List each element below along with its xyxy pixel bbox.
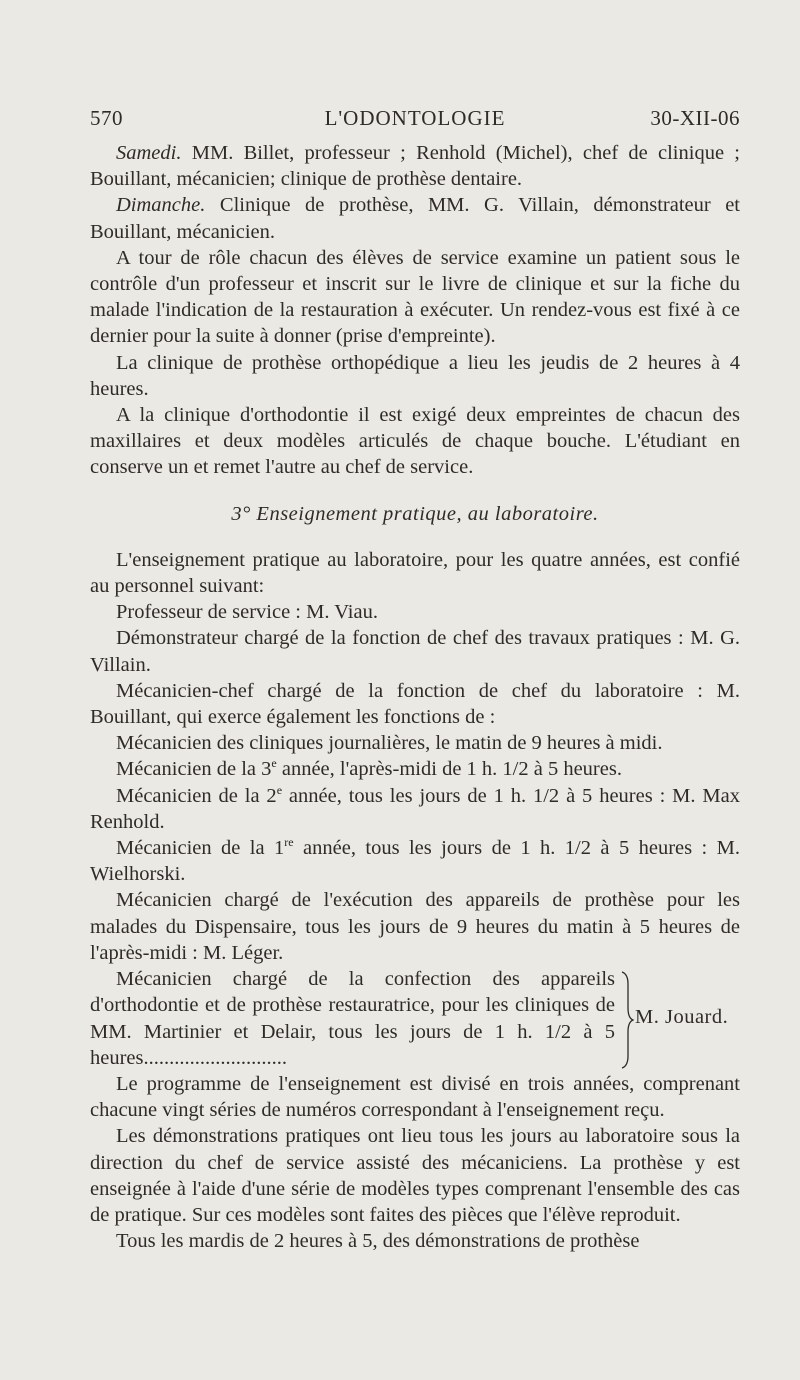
curly-brace-icon (620, 970, 634, 1070)
day-label-dimanche: Dimanche. (116, 194, 206, 217)
paragraph: Mécanicien-chef chargé de la fonction de chef du laboratoire : M. Bouillant, qui exerce également les fonctions de : (90, 679, 740, 729)
paragraph: L'enseignement pratique au laboratoire, pour les quatre années, est confié au personnel suivant: (90, 548, 740, 598)
page-number: 570 (90, 106, 123, 130)
running-header (90, 106, 740, 132)
paragraph-samedi: Samedi. MM. Billet, professeur ; Renhold (Michel), chef de clinique ; Bouillant, mécanicien; clinique de prothèse dentaire. (90, 142, 740, 191)
day-label-samedi: Samedi. (116, 142, 182, 164)
page-body (90, 140, 740, 1254)
paragraph: Mécanicien chargé de l'exécution des appareils de prothèse pour les malades du Dispensaire, tous les jours de 9 heures du matin à 5 heures de l'après-midi : M. Léger. (90, 889, 740, 964)
paragraph: Mécanicien de la 3e année, l'après-midi de 1 h. 1/2 à 5 heures. (116, 756, 622, 781)
paragraph: Professeur de service : M. Viau. (116, 601, 378, 624)
paragraph: La clinique de prothèse orthopédique a lieu les jeudis de 2 heures à 4 heures. (90, 351, 740, 400)
braced-entry (90, 966, 740, 1071)
paragraph: A tour de rôle chacun des élèves de service examine un patient sous le contrôle d'un professeur et inscrit sur le livre de clinique et sur la fiche du malade l'indication de la restauration à exécuter. Un rendez-vous est fixé à ce dernier pour la suite à donner (prise d'empreinte). (90, 246, 740, 348)
issue-date: 30-XII-06 (650, 106, 740, 130)
paragraph: Le programme de l'enseignement est divisé en trois années, comprenant chacune vingt séries de numéros correspondant à l'enseignement reçu. (90, 1072, 740, 1122)
section-heading: 3° Enseignement pratique, au laboratoire. (231, 502, 599, 525)
paragraph: Mécanicien de la 1re année, tous les jours de 1 h. 1/2 à 5 heures : M. Wielhorski. (90, 835, 741, 886)
paragraph-dimanche: Dimanche. Clinique de prothèse, MM. G. Villain, démonstrateur et Bouillant, mécanicien. (90, 194, 740, 243)
paragraph: Les démonstrations pratiques ont lieu tous les jours au laboratoire sous la direction du chef de service assisté des mécaniciens. La prothèse y est enseignée à l'aide d'une série de modèles types comprenant l'ensemble des cas de pratique. Sur ces modèles sont faites des pièces que l'élève reproduit. (90, 1125, 740, 1226)
paragraph: Mécanicien des cliniques journalières, le matin de 9 heures à midi. (116, 732, 663, 755)
braced-entry-text: Mécanicien chargé de la confection des appareils d'orthodontie et de prothèse restauratrice, pour les cliniques de MM. Martinier et Delair, tous les jours de 1 h. 1/2 à 5 heures............................ (90, 968, 615, 1069)
running-title: L'ODONTOLOGIE (324, 106, 506, 130)
paragraph: A la clinique d'orthodontie il est exigé deux empreintes de chacun des maxillaires et deux modèles articulés de chaque bouche. L'étudiant en conserve un et remet l'autre au chef de service. (90, 404, 740, 479)
paragraph: Mécanicien de la 2e année, tous les jours de 1 h. 1/2 à 5 heures : M. Max Renhold. (90, 782, 740, 833)
braced-entry-name: M. Jouard. (635, 1006, 729, 1029)
paragraph: Tous les mardis de 2 heures à 5, des démonstrations de prothèse (116, 1230, 640, 1253)
paragraph: Démonstrateur chargé de la fonction de chef des travaux pratiques : M. G. Villain. (90, 627, 740, 676)
